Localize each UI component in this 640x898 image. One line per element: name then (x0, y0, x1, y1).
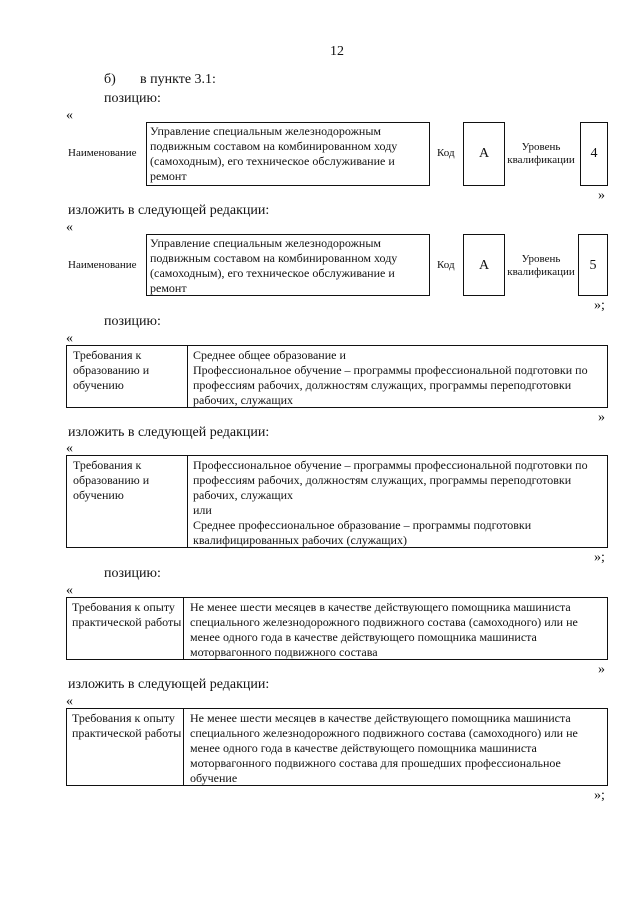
requirement-label: Требования к образованию и обучению (73, 458, 150, 502)
item-heading: в пункте 3.1: (140, 72, 216, 87)
name-label: Наименование (68, 147, 137, 159)
requirement-line: или (193, 503, 212, 517)
name-label: Наименование (68, 259, 137, 271)
requirement-label: Требования к образованию и обучению (73, 348, 150, 392)
code-label: Код (437, 147, 455, 159)
requirement-label: Требования к опыту практической работы (72, 600, 182, 629)
table-divider (187, 345, 188, 408)
requirement-label: Требования к опыту практической работы (72, 711, 182, 740)
close-quote: » (598, 410, 605, 425)
close-quote-semicolon: »; (594, 298, 605, 313)
close-quote: » (598, 188, 605, 203)
code-label: Код (437, 259, 455, 271)
open-quote: « (66, 441, 73, 456)
replace-label: изложить в следующей редакции: (68, 425, 270, 440)
code-value: А (478, 258, 490, 273)
open-quote: « (66, 694, 73, 709)
position-label: позицию: (104, 566, 161, 581)
requirement-line: Среднее общее образование и (193, 348, 346, 362)
level-label: Уровень квалификации (507, 141, 575, 166)
replace-label: изложить в следующей редакции: (68, 677, 270, 692)
close-quote-semicolon: »; (594, 788, 605, 803)
table-divider (187, 455, 188, 548)
open-quote: « (66, 331, 73, 346)
name-value: Управление специальным железнодорожным подвижным составом на комбинированном ходу (самоходным), его техническое обслуживание и ремонт (150, 236, 398, 295)
page-number: 12 (330, 44, 344, 59)
level-label: Уровень квалификации (507, 253, 575, 278)
open-quote: « (66, 583, 73, 598)
requirement-line: Среднее профессиональное образование – программы подготовки квалифицированных рабочих (служащих) (193, 518, 532, 547)
code-value: А (478, 146, 490, 161)
position-label: позицию: (104, 314, 161, 329)
requirement-line: Профессиональное обучение – программы профессиональной подготовки по профессиям рабочих, должностям служащих, программы переподготовки рабочих, служащих (193, 363, 588, 407)
replace-label: изложить в следующей редакции: (68, 203, 270, 218)
position-label: позицию: (104, 91, 161, 106)
level-value: 5 (589, 258, 597, 273)
open-quote: « (66, 108, 73, 123)
item-letter: б) (104, 72, 116, 87)
name-value: Управление специальным железнодорожным подвижным составом на комбинированном ходу (самоходным), его техническое обслуживание и ремонт (150, 124, 398, 183)
open-quote: « (66, 220, 73, 235)
close-quote-semicolon: »; (594, 550, 605, 565)
requirement-line: Профессиональное обучение – программы профессиональной подготовки по профессиям рабочих, должностям служащих, программы переподготовки рабочих, служащих (193, 458, 588, 502)
requirement-text: Не менее шести месяцев в качестве действующего помощника машиниста специального железнодорожного подвижного состава (самоходного) или не менее одного года в качестве действующего помощника машиниста моторвагонного подвижного состава (190, 600, 578, 659)
close-quote: » (598, 662, 605, 677)
requirement-text: Не менее шести месяцев в качестве действующего помощника машиниста специального железнодорожного подвижного состава (самоходного) или не менее одного года в качестве действующего помощника машиниста моторвагонного подвижного состава для прошедших профессиональное обучение (190, 711, 578, 785)
level-value: 4 (590, 146, 598, 161)
